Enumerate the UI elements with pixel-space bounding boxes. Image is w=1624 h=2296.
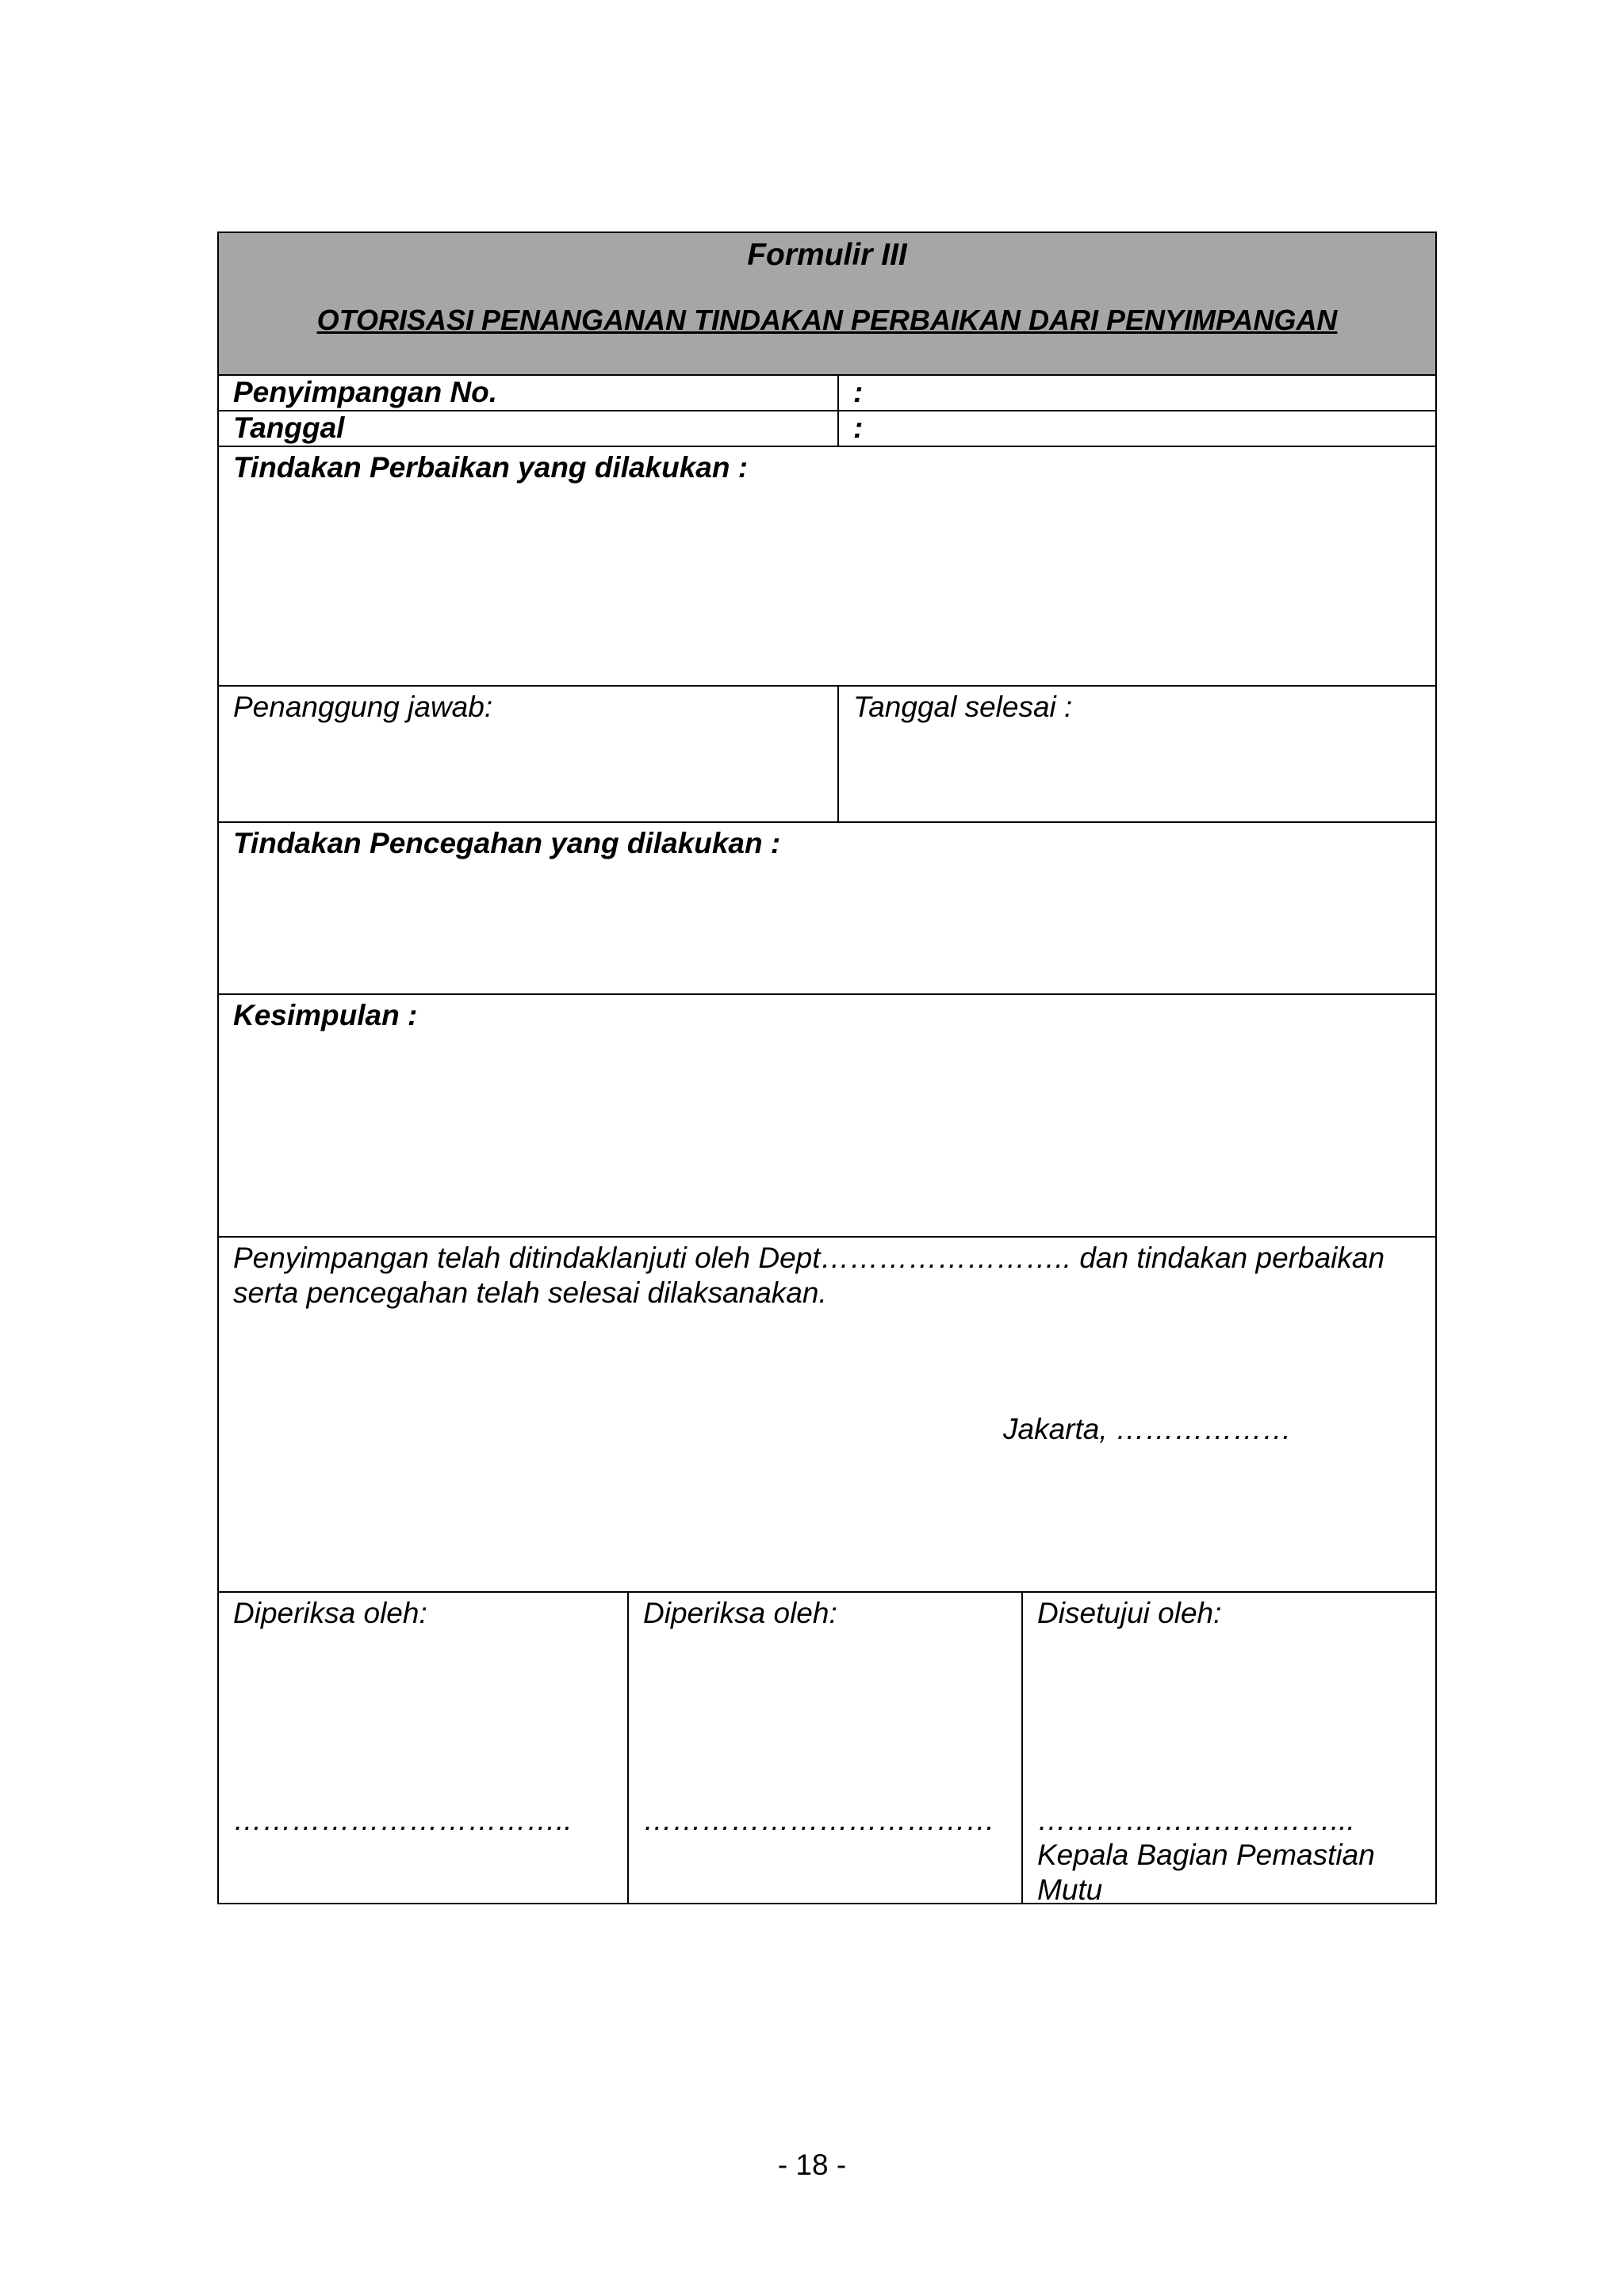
jakarta-date: Jakarta, ……………… <box>1003 1413 1292 1445</box>
row-penyimpangan-no <box>219 374 1435 410</box>
signature-2-label: Diperiksa oleh: <box>643 1597 837 1629</box>
statement-text: Penyimpangan telah ditindaklanjuti oleh Dept…………………….. dan tindakan perbaikan serta pencegahan telah selesai dilaksanakan. <box>233 1242 1385 1309</box>
signature-2-line: ……………………………… <box>643 1804 995 1836</box>
signature-3-label: Disetujui oleh: <box>1037 1597 1222 1629</box>
tindakan-perbaikan-field[interactable] <box>219 447 1435 685</box>
tindakan-perbaikan-label: Tindakan Perbaikan yang dilakukan : <box>233 451 749 484</box>
signature-box-3[interactable] <box>1021 1593 1435 1906</box>
signature-1-line: …………………………….. <box>233 1804 573 1836</box>
authorization-form <box>217 232 1437 1904</box>
tanggal-field[interactable]: : <box>837 411 1435 446</box>
row-signatures <box>219 1591 1435 1906</box>
penanggung-jawab-field[interactable] <box>219 687 837 821</box>
form-header <box>219 233 1435 374</box>
penyimpangan-no-field[interactable]: : <box>837 376 1435 410</box>
row-statement <box>219 1236 1435 1591</box>
statement-cell <box>219 1238 1435 1591</box>
form-title: Formulir III <box>747 238 907 272</box>
row-tindakan-pencegahan <box>219 821 1435 993</box>
page-number: - 18 - <box>777 2149 847 2181</box>
tindakan-pencegahan-field[interactable] <box>219 823 1435 993</box>
row-penanggung-jawab <box>219 685 1435 821</box>
form-subtitle: OTORISASI PENANGANAN TINDAKAN PERBAIKAN DARI PENYIMPANGAN <box>316 304 1338 336</box>
row-tanggal <box>219 410 1435 446</box>
row-tindakan-perbaikan <box>219 446 1435 685</box>
tanggal-selesai-field[interactable] <box>837 687 1435 821</box>
signature-box-2[interactable] <box>627 1593 1021 1903</box>
signature-3-line: …………………………... <box>1037 1804 1355 1836</box>
kesimpulan-field[interactable] <box>219 995 1435 1236</box>
penyimpangan-no-label: Penyimpangan No. <box>233 376 498 408</box>
tanggal-selesai-label: Tanggal selesai : <box>853 691 1073 723</box>
signature-3-title: Kepala Bagian Pemastian Mutu <box>1037 1839 1375 1906</box>
tindakan-pencegahan-label: Tindakan Pencegahan yang dilakukan : <box>233 827 781 859</box>
tanggal-label: Tanggal <box>233 411 345 444</box>
signature-1-label: Diperiksa oleh: <box>233 1597 427 1629</box>
kesimpulan-label: Kesimpulan : <box>233 999 418 1031</box>
signature-box-1[interactable] <box>219 1593 627 1903</box>
penanggung-jawab-label: Penanggung jawab: <box>233 691 493 723</box>
row-kesimpulan <box>219 993 1435 1236</box>
